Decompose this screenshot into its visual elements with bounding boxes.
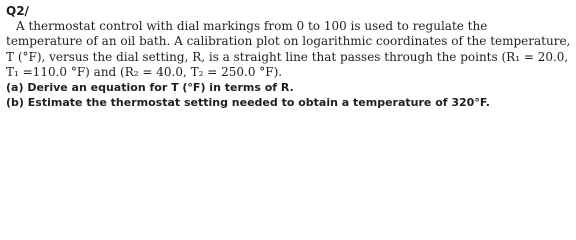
problem-document (6, 4, 572, 110)
part-b-text: Estimate the thermostat setting needed to obtain a temperature of 320°F. (27, 96, 490, 110)
part-a (6, 80, 572, 95)
statement-line-4: T₁ =110.0 °F) and (R₂ = 40.0, T₂ = 250.0 °F). (6, 64, 283, 79)
part-b-label: (b) (6, 96, 24, 110)
part-b (6, 95, 572, 110)
statement-line-3: T (°F), versus the dial setting, R, is a straight line that passes through the points (R₁ = 20.0, (6, 49, 569, 64)
problem-statement (6, 19, 572, 80)
statement-line-1: A thermostat control with dial markings from 0 to 100 is used to regulate the (16, 19, 488, 34)
part-a-label: (a) (6, 81, 24, 95)
statement-line-2: temperature of an oil bath. A calibration plot on logarithmic coordinates of the temperature, (6, 34, 571, 49)
question-number: Q2/ (6, 4, 29, 18)
part-a-text: Derive an equation for T (°F) in terms of R. (27, 81, 294, 95)
